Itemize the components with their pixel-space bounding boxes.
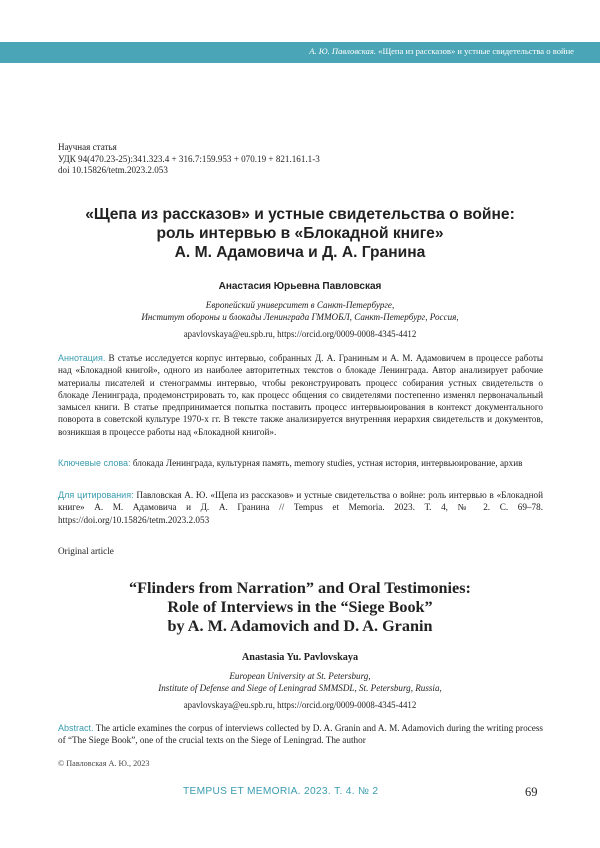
email-orcid-ru: apavlovskaya@eu.spb.ru, https://orcid.org/0009-0008-4345-4412 bbox=[0, 329, 600, 339]
page-number: 69 bbox=[525, 785, 538, 800]
abstract-en-label: Abstract. bbox=[58, 723, 94, 733]
title-ru-line: роль интервью в «Блокадной книге» bbox=[40, 225, 560, 244]
keywords-ru-label: Ключевые слова: bbox=[58, 458, 131, 468]
abstract-en-text: The article examines the corpus of interviews collected by D. A. Granin and A. M. Adamovich during the writing process of “The Siege Book”, one of the crucial texts on the Siege of Leningrad. The author bbox=[58, 723, 543, 745]
running-header-title: «Щепа из рассказов» и устные свидетельства о войне bbox=[378, 46, 574, 56]
affiliation-ru bbox=[0, 299, 600, 323]
citation-ru bbox=[58, 489, 543, 526]
doi: doi 10.15826/tetm.2023.2.053 bbox=[58, 165, 320, 177]
abstract-ru-label: Аннотация. bbox=[58, 353, 105, 363]
running-header-author: А. Ю. Павловская. bbox=[309, 46, 376, 56]
title-ru bbox=[40, 206, 560, 262]
affiliation-en-line: Institute of Defense and Siege of Leningrad SMMSDL, St. Petersburg, Russia, bbox=[0, 682, 600, 694]
citation-ru-text: Павловская А. Ю. «Щепа из рассказов» и устные свидетельства о войне: роль интервью в «Блокадной книге» А. М. Адамовича и Д. А. Гранина // Tempus et Memoria. 2023. Т. 4, № 2. С. 69–78. https://doi.org/10.15826/tetm.2023.2.053 bbox=[58, 490, 543, 525]
title-ru-line: «Щепа из рассказов» и устные свидетельства о войне: bbox=[40, 206, 560, 225]
title-ru-line: А. М. Адамовича и Д. А. Гранина bbox=[40, 244, 560, 263]
author-name-en: Anastasia Yu. Pavlovskaya bbox=[0, 652, 600, 663]
keywords-ru-text: блокада Ленинграда, культурная память, memory studies, устная история, интервьюирование, архив bbox=[133, 458, 523, 468]
title-en bbox=[40, 579, 560, 637]
article-meta bbox=[58, 142, 320, 177]
abstract-en bbox=[58, 722, 543, 747]
article-type: Научная статья bbox=[58, 142, 320, 154]
affiliation-ru-line: Европейский университет в Санкт-Петербурге, bbox=[0, 299, 600, 311]
abstract-ru-text: В статье исследуется корпус интервью, собранных Д. А. Граниным и А. М. Адамовичем в процессе работы над «Блокадной книгой», одного из наиболее авторитетных текстов о блокаде Ленинграда. Автор анализирует рабочие материалы писателей и стенограммы интервью, чтобы реконструировать процесс собирания устных свидетельств о блокаде Ленинграда, продемонстрировать то, как процесс общения со свидетелями постепенно изменял первоначальный замысел книги. В статье предпринимается попытка поставить процесс интервьюирования в контекст документального поворота в советской культуре 1970-х гг. В тексте также анализируется внутренняя иерархия свидетельств и документов, возникшая в процессе работы над «Блокадной книгой». bbox=[58, 353, 543, 437]
affiliation-en bbox=[0, 670, 600, 694]
udk-code: УДК 94(470.23-25):341.323.4 + 316.7:159.953 + 070.19 + 821.161.1-3 bbox=[58, 154, 320, 166]
title-en-line: Role of Interviews in the “Siege Book” bbox=[40, 598, 560, 617]
title-en-line: by A. M. Adamovich and D. A. Granin bbox=[40, 617, 560, 636]
affiliation-ru-line: Институт обороны и блокады Ленинграда ГММОБЛ, Санкт-Петербург, Россия, bbox=[0, 311, 600, 323]
footer-journal: TEMPUS ET MEMORIA. 2023. Т. 4. № 2 bbox=[183, 786, 378, 797]
affiliation-en-line: European University at St. Petersburg, bbox=[0, 670, 600, 682]
copyright: © Павловская А. Ю., 2023 bbox=[58, 759, 149, 768]
keywords-ru bbox=[58, 457, 543, 469]
running-header bbox=[0, 42, 600, 63]
citation-ru-label: Для цитирования: bbox=[58, 490, 134, 500]
abstract-ru bbox=[58, 352, 543, 438]
running-header-text bbox=[309, 46, 574, 56]
author-name-ru: Анастасия Юрьевна Павловская bbox=[0, 281, 600, 292]
article-type-en: Original article bbox=[58, 546, 114, 556]
title-en-line: “Flinders from Narration” and Oral Testimonies: bbox=[40, 579, 560, 598]
email-orcid-en: apavlovskaya@eu.spb.ru, https://orcid.org/0009-0008-4345-4412 bbox=[0, 700, 600, 710]
